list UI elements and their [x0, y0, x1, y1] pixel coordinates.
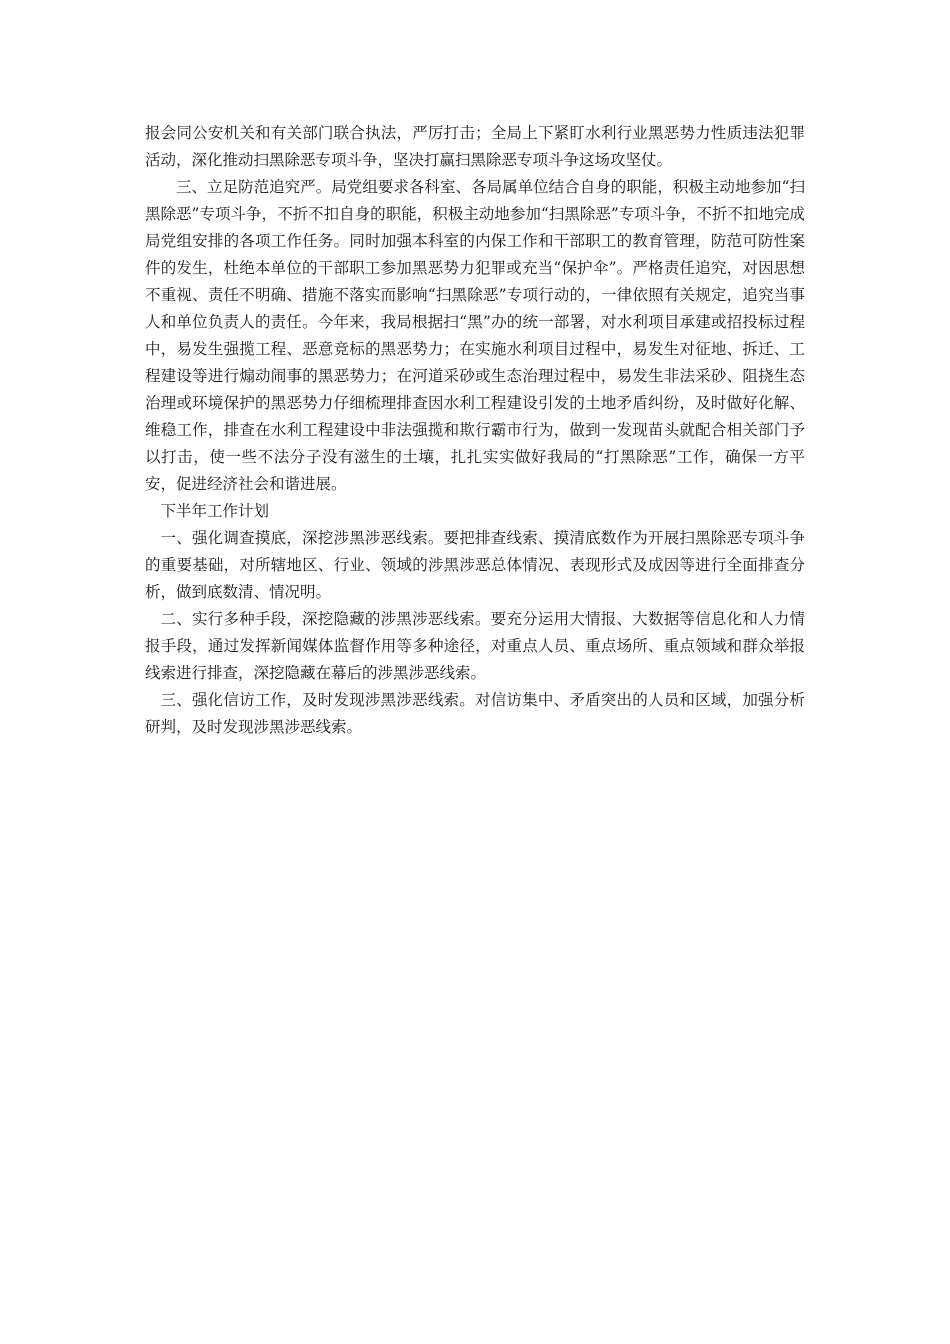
document-body	[145, 120, 805, 741]
plan-item-two: 二、实行多种手段，深挖隐藏的涉黑涉恶线索。要充分运用大情报、大数据等信息化和人力情报手段，通过发挥新闻媒体监督作用等多种途径，对重点人员、重点场所、重点领域和群众举报线索进行排查，深挖隐藏在幕后的涉黑涉恶线索。	[145, 610, 805, 682]
paragraph-continuation: 报会同公安机关和有关部门联合执法，严厉打击；全局上下紧盯水利行业黑恶势力性质违法犯罪活动，深化推动扫黑除恶专项斗争，坚决打赢扫黑除恶专项斗争这场攻坚仗。	[145, 124, 805, 169]
paragraph-section-three: 三、立足防范追究严。局党组要求各科室、各局属单位结合自身的职能，积极主动地参加“扫黑除恶”专项斗争，不折不扣自身的职能，积极主动地参加“扫黑除恶”专项斗争，不折不扣地完成局党组安排的各项工作任务。同时加强本科室的内保工作和干部职工的教育管理，防范可防性案件的发生，杜绝本单位的干部职工参加黑恶势力犯罪或充当“保护伞”。严格责任追究，对因思想不重视、责任不明确、措施不落实而影响“扫黑除恶”专项行动的，一律依照有关规定，追究当事人和单位负责人的责任。今年来，我局根据扫“黑”办的统一部署，对水利项目承建或招投标过程中，易发生强揽工程、恶意竞标的黑恶势力；在实施水利项目过程中，易发生对征地、拆迁、工程建设等进行煽动闹事的黑恶势力；在河道采砂或生态治理过程中，易发生非法采砂、阻挠生态治理或环境保护的黑恶势力仔细梳理排查因水利工程建设引发的土地矛盾纠纷，及时做好化解、维稳工作，排查在水利工程建设中非法强揽和欺行霸市行为，做到一发现苗头就配合相关部门予以打击，使一些不法分子没有滋生的土壤，扎扎实实做好我局的“打黑除恶”工作，确保一方平安，促进经济社会和谐进展。	[145, 178, 805, 493]
plan-item-three: 三、强化信访工作，及时发现涉黑涉恶线索。对信访集中、矛盾突出的人员和区域，加强分析研判，及时发现涉黑涉恶线索。	[145, 691, 805, 736]
section-heading-plan: 下半年工作计划	[160, 502, 270, 520]
plan-item-one: 一、强化调查摸底，深挖涉黑涉恶线索。要把排查线索、摸清底数作为开展扫黑除恶专项斗争的重要基础，对所辖地区、行业、领域的涉黑涉恶总体情况、表现形式及成因等进行全面排查分析，做到底数清、情况明。	[145, 529, 805, 601]
